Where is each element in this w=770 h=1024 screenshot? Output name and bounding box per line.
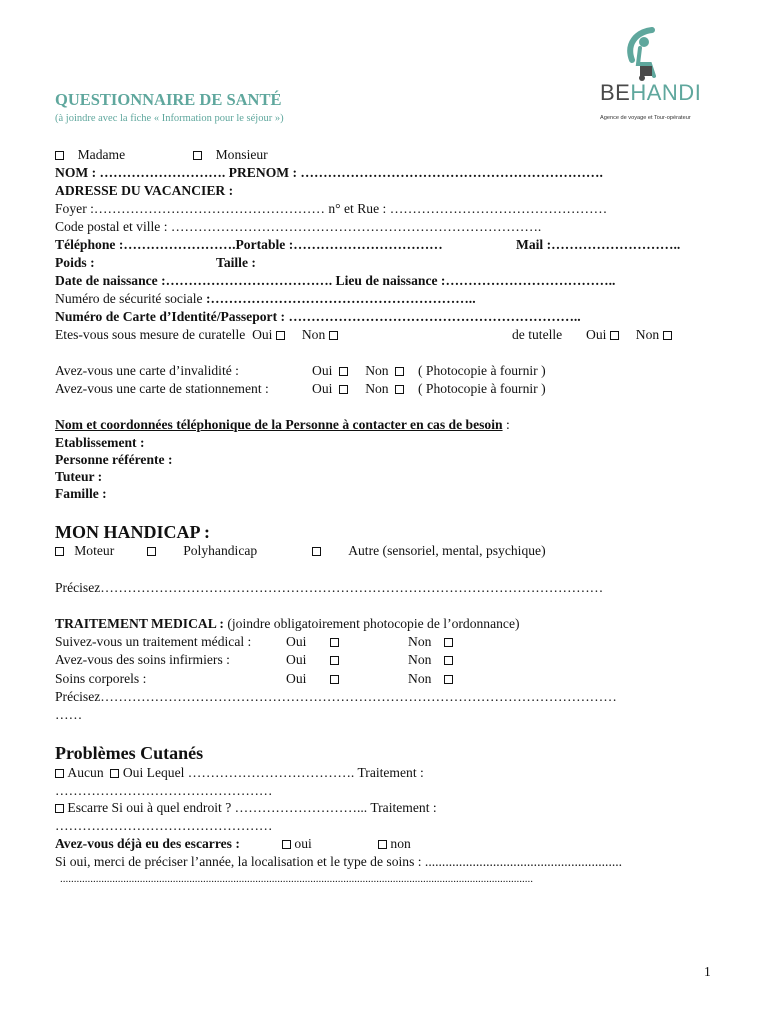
tutelle-question xyxy=(512,326,672,343)
autre-checkbox[interactable] xyxy=(312,547,321,556)
page-title: QUESTIONNAIRE DE SANTÉ xyxy=(55,90,282,109)
adresse-heading: ADRESSE DU VACANCIER : xyxy=(55,183,234,198)
invalidite-non-label: Non xyxy=(365,363,389,378)
stationnement-oui-checkbox[interactable] xyxy=(339,385,348,394)
tutelle-label: de tutelle xyxy=(512,327,563,342)
curatelle-non-checkbox[interactable] xyxy=(329,331,338,340)
telephone-field[interactable]: Téléphone :…………………….Portable :…………………………… xyxy=(55,237,443,252)
tutelle-non-label: Non xyxy=(635,327,660,342)
nom-prenom-field[interactable]: NOM : ………………………. PRENOM : …………………………………………………………. xyxy=(55,165,603,180)
monsieur-option[interactable] xyxy=(193,146,268,163)
suivez-non-option[interactable] xyxy=(444,633,453,650)
cutanes-heading: Problèmes Cutanés xyxy=(55,743,204,763)
deja-escarres-label: Avez-vous déjà eu des escarres : xyxy=(55,836,240,851)
lequel-checkbox[interactable] xyxy=(110,769,119,778)
tutelle-oui-checkbox[interactable] xyxy=(610,331,619,340)
deja-oui-option[interactable] xyxy=(282,835,312,852)
invalidite-label: Avez-vous une carte d’invalidité : xyxy=(55,363,239,378)
corporels-non-option[interactable] xyxy=(444,670,453,687)
invalidite-oui-checkbox[interactable] xyxy=(339,367,348,376)
suivez-oui-checkbox[interactable] xyxy=(330,638,339,647)
invalidite-non-checkbox[interactable] xyxy=(395,367,404,376)
contact-heading xyxy=(55,416,510,433)
aucun-row xyxy=(55,764,424,781)
corporels-oui-label: Oui xyxy=(286,671,307,686)
infirmiers-non-option[interactable] xyxy=(444,651,453,668)
logo-be: BE xyxy=(600,80,631,105)
infirmiers-oui-checkbox[interactable] xyxy=(330,656,339,665)
deja-non-option[interactable] xyxy=(378,835,411,852)
suivez-non-label: Non xyxy=(408,634,432,649)
moteur-label: Moteur xyxy=(74,543,115,558)
deja-non-checkbox[interactable] xyxy=(378,840,387,849)
tutelle-oui-label: Oui xyxy=(586,327,607,342)
contact-heading-text: Nom et coordonnées téléphonique de la Personne à contacter en cas de besoin xyxy=(55,417,503,432)
si-oui-continuation[interactable]: ............................................................................................................................................................................ xyxy=(60,873,533,885)
traitement-note: (joindre obligatoirement photocopie de l’ordonnance) xyxy=(227,616,520,631)
corporels-non-checkbox[interactable] xyxy=(444,675,453,684)
moteur-checkbox[interactable] xyxy=(55,547,64,556)
curatelle-non-label: Non xyxy=(301,327,326,342)
escarre-checkbox[interactable] xyxy=(55,804,64,813)
deja-oui-checkbox[interactable] xyxy=(282,840,291,849)
referente-field[interactable]: Personne référente : xyxy=(55,452,173,467)
polyhandicap-checkbox[interactable] xyxy=(147,547,156,556)
mail-field[interactable]: Mail :……………………….. xyxy=(516,237,681,252)
corporels-label: Soins corporels : xyxy=(55,671,147,686)
madame-label: Madame xyxy=(77,147,126,162)
suivez-non-checkbox[interactable] xyxy=(444,638,453,647)
lequel-field[interactable]: Oui Lequel ………………………………. Traitement : xyxy=(122,765,424,780)
date-naissance-field[interactable]: Date de naissance :………………………………. Lieu de naissance :……………………………….. xyxy=(55,273,616,288)
handicap-heading: MON HANDICAP : xyxy=(55,522,210,542)
logo xyxy=(596,24,702,124)
deja-non-label: non xyxy=(390,836,411,851)
securite-sociale-field[interactable] xyxy=(55,290,476,307)
escarre-field[interactable]: Escarre Si oui à quel endroit ? ………………………... Traitement : xyxy=(67,800,437,815)
suivez-label: Suivez-vous un traitement médical : xyxy=(55,634,252,649)
invalidite-photocopie: ( Photocopie à fournir ) xyxy=(418,363,546,378)
stationnement-label: Avez-vous une carte de stationnement : xyxy=(55,381,269,396)
tutelle-non-checkbox[interactable] xyxy=(663,331,672,340)
deja-oui-label: oui xyxy=(294,836,312,851)
securite-sociale-label: Numéro de sécurité sociale xyxy=(55,291,203,306)
madame-checkbox[interactable] xyxy=(55,151,64,160)
curatelle-question xyxy=(55,326,338,343)
polyhandicap-option[interactable] xyxy=(147,542,257,559)
page-subtitle: (à joindre avec la fiche « Information pour le séjour ») xyxy=(55,113,284,124)
invalidite-oui-label: Oui xyxy=(312,363,333,378)
corporels-oui-option[interactable] xyxy=(330,670,339,687)
suivez-oui-option[interactable] xyxy=(330,633,339,650)
invalidite-options xyxy=(312,362,546,379)
stationnement-non-checkbox[interactable] xyxy=(395,385,404,394)
monsieur-checkbox[interactable] xyxy=(193,151,202,160)
corporels-oui-checkbox[interactable] xyxy=(330,675,339,684)
monsieur-label: Monsieur xyxy=(215,147,268,162)
stationnement-photocopie: ( Photocopie à fournir ) xyxy=(418,381,546,396)
polyhandicap-label: Polyhandicap xyxy=(183,543,258,558)
contact-heading-colon: : xyxy=(505,417,510,432)
stationnement-oui-label: Oui xyxy=(312,381,333,396)
infirmiers-non-checkbox[interactable] xyxy=(444,656,453,665)
madame-option[interactable] xyxy=(55,146,125,163)
deja-escarres-row xyxy=(55,835,240,852)
carte-identite-field[interactable]: Numéro de Carte d’Identité/Passeport : ……………………………………………………….. xyxy=(55,309,581,324)
corporels-non-label: Non xyxy=(408,671,432,686)
foyer-field[interactable]: Foyer :…………………………………………… n° et Rue : ………………………………………… xyxy=(55,201,608,216)
traitement-precisez-field[interactable]: Précisez…………………………………………………………………………………………………… xyxy=(55,689,617,704)
aucun-label: Aucun xyxy=(67,765,104,780)
traitement-heading-text: TRAITEMENT MEDICAL : xyxy=(55,616,224,631)
infirmiers-non-label: Non xyxy=(408,652,432,667)
infirmiers-oui-label: Oui xyxy=(286,652,307,667)
autre-label: Autre (sensoriel, mental, psychique) xyxy=(348,543,546,558)
escarre-row xyxy=(55,799,437,816)
famille-field[interactable]: Famille : xyxy=(55,486,107,501)
logo-tagline: Agence de voyage et Tour-opérateur xyxy=(600,115,691,121)
handicap-precisez-field[interactable]: Précisez………………………………………………………………………………………………… xyxy=(55,580,604,595)
curatelle-label: Etes-vous sous mesure de curatelle xyxy=(55,327,246,342)
curatelle-oui-label: Oui xyxy=(252,327,273,342)
infirmiers-label: Avez-vous des soins infirmiers : xyxy=(55,652,230,667)
traitement-heading xyxy=(55,615,520,632)
stationnement-non-label: Non xyxy=(365,381,389,396)
curatelle-oui-checkbox[interactable] xyxy=(276,331,285,340)
aucun-checkbox[interactable] xyxy=(55,769,64,778)
wheelchair-traveler-icon xyxy=(596,24,696,88)
moteur-option[interactable] xyxy=(55,542,114,559)
autre-option[interactable] xyxy=(312,542,546,559)
lequel-traitement-field[interactable]: ………………………………………… xyxy=(55,783,273,798)
suivez-oui-label: Oui xyxy=(286,634,307,649)
logo-handi: HANDI xyxy=(630,80,702,105)
poids-field[interactable]: Poids : xyxy=(55,255,95,270)
page-number: 1 xyxy=(704,964,711,979)
infirmiers-oui-option[interactable] xyxy=(330,651,339,668)
securite-sociale-value: :………………………………………………….. xyxy=(206,291,476,306)
code-postal-field[interactable]: Code postal et ville : ………………………………………………………………………. xyxy=(55,219,542,234)
escarre-traitement-field[interactable]: ………………………………………… xyxy=(55,818,273,833)
traitement-precisez-continuation[interactable]: …… xyxy=(55,707,83,722)
stationnement-options xyxy=(312,380,546,397)
etablissement-field[interactable]: Etablissement : xyxy=(55,435,145,450)
tuteur-field[interactable]: Tuteur : xyxy=(55,469,103,484)
taille-field[interactable]: Taille : xyxy=(216,255,256,270)
si-oui-field[interactable]: Si oui, merci de préciser l’année, la localisation et le type de soins : .......................................................... xyxy=(55,854,623,869)
